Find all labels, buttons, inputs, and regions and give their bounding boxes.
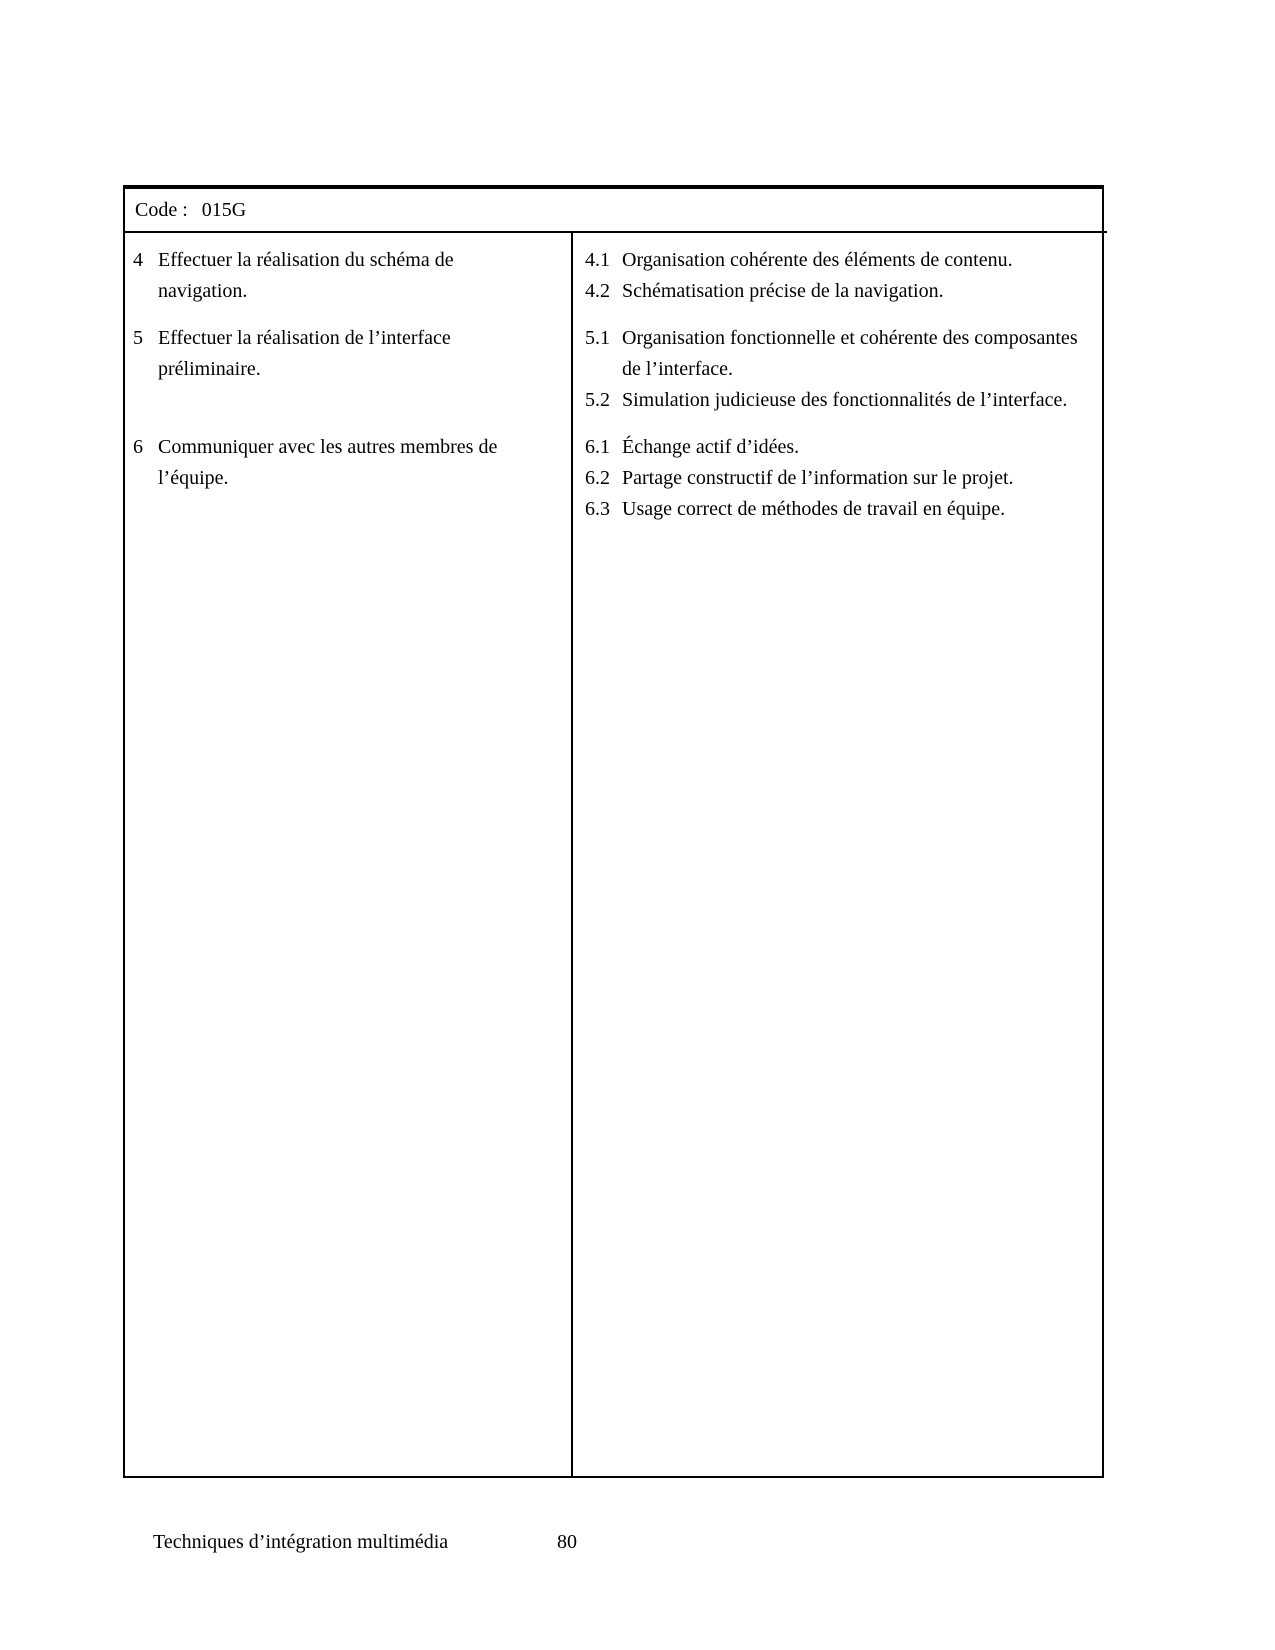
criterion-4-1 [585,245,1102,276]
header-rule-overhang [1102,231,1107,233]
criterion-number: 6.3 [585,498,610,520]
criterion-text: Organisation fonctionnelle et cohérente des composantes de l’interface. [622,327,1078,380]
criterion-5-1 [585,323,1102,385]
objective-4 [133,245,571,307]
code-label: Code : [135,199,188,221]
criterion-text: Schématisation précise de la navigation. [622,280,944,302]
objective-text: Effectuer la réalisation de l’interface préliminaire. [158,327,451,380]
objective-cell [125,420,573,529]
objective-number: 4 [133,249,143,271]
criterion-text: Simulation judicieuse des fonctionnalités de l’interface. [622,389,1068,411]
code-header-row [125,189,1102,233]
objective-cell [125,233,573,311]
criterion-6-2 [585,463,1102,494]
objective-5 [133,323,571,385]
objective-number: 5 [133,327,143,349]
table-row [125,420,1102,529]
code-value: 015G [201,199,247,221]
footer-document-title: Techniques d’intégration multimédia [153,1531,449,1553]
criterion-number: 4.2 [585,280,610,302]
evaluation-table [123,185,1104,1478]
criterion-number: 5.1 [585,327,610,349]
criterion-number: 5.2 [585,389,610,411]
criterion-6-3 [585,494,1102,525]
objective-number: 6 [133,436,143,458]
criteria-cell [573,420,1102,529]
objective-text: Communiquer avec les autres membres de l’équipe. [158,436,498,489]
criterion-number: 6.1 [585,436,610,458]
criteria-cell [573,233,1102,311]
criterion-number: 6.2 [585,467,610,489]
table-row [125,233,1102,311]
table-body [125,233,1102,1476]
criterion-5-2 [585,385,1102,416]
objective-cell [125,311,573,420]
criterion-text: Usage correct de méthodes de travail en équipe. [622,498,1006,520]
criterion-4-2 [585,276,1102,307]
criteria-cell-empty [573,529,1102,1476]
table-row [125,311,1102,420]
objective-text: Effectuer la réalisation du schéma de navigation. [158,249,454,302]
criterion-text: Partage constructif de l’information sur le projet. [622,467,1014,489]
objective-6 [133,432,571,494]
criterion-6-1 [585,432,1102,463]
criterion-text: Échange actif d’idées. [622,436,800,458]
footer-page-number: 80 [557,1531,577,1553]
criterion-number: 4.1 [585,249,610,271]
objective-cell-empty [125,529,573,1476]
criterion-text: Organisation cohérente des éléments de contenu. [622,249,1013,271]
table-row-empty [125,529,1102,1476]
criteria-cell [573,311,1102,420]
